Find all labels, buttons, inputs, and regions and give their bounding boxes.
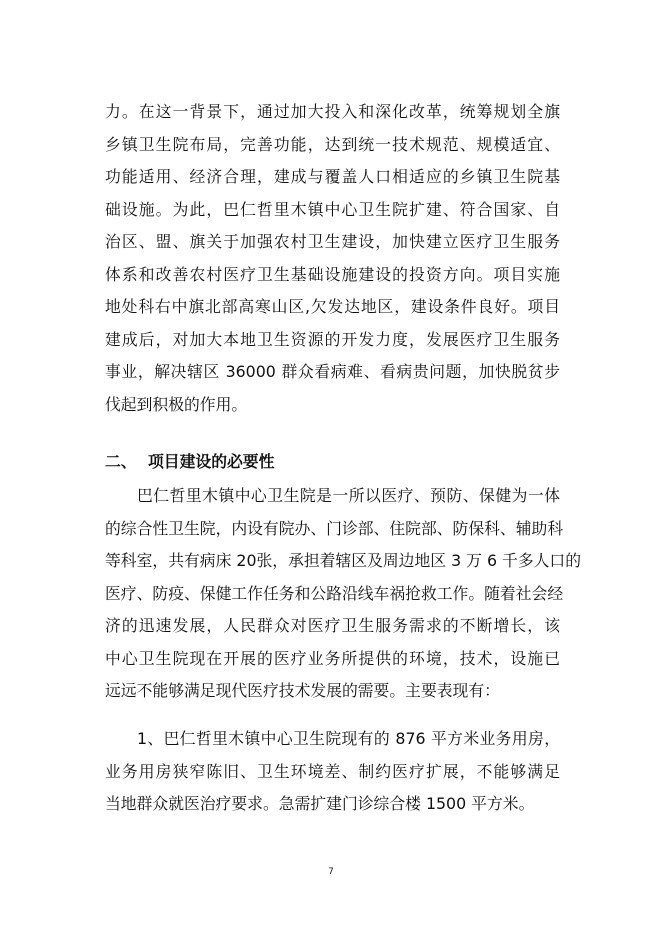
section-title: 项目建设的必要性	[148, 452, 275, 471]
text-line: 1、巴仁哲里木镇中心卫生院现有的 876 平方米业务用房，	[137, 729, 560, 748]
text-line: 功能适用、经济合理，建成与覆盖人口相适应的乡镇卫生院基	[105, 167, 560, 186]
text-line: 地处科右中旗北部高寒山区,欠发达地区，建设条件良好。项目	[105, 297, 560, 316]
text-line: 医疗、防疫、保健工作任务和公路沿线车祸抢救工作。随着社会经	[105, 583, 564, 603]
text-line: 伐起到积极的作用。	[105, 394, 248, 414]
text-line: 体系和改善农村医疗卫生基础设施建设的投资方向。项目实施	[105, 264, 560, 284]
paragraph-continuation	[105, 96, 560, 421]
section-number: 二、	[105, 452, 137, 471]
text-line: 业务用房狭窄陈旧、卫生环境差、制约医疗扩展，不能够满足	[105, 761, 560, 781]
text-line: 当地群众就医治疗要求。急需扩建门诊综合楼 1500 平方米。	[105, 794, 535, 813]
paragraph-item-1	[105, 723, 560, 821]
text-line: 事业，解决辖区 36000 群众看病难、看病贵问题，加快脱贫步	[105, 362, 560, 381]
text-line: 力。在这一背景下，通过加大投入和深化改革，统筹规划全旗	[105, 102, 560, 121]
text-line: 远远不能够满足现代医疗技术发展的需要。主要表现有：	[105, 681, 500, 700]
text-line: 础设施。为此，巴仁哲里木镇中心卫生院扩建、符合国家、自	[105, 199, 560, 219]
section-heading	[105, 446, 560, 478]
text-line: 治区、盟、旗关于加强农村卫生建设，加快建立医疗卫生服务	[105, 232, 560, 251]
text-line: 建成后，对加大本地卫生资源的开发力度，发展医疗卫生服务	[105, 329, 560, 349]
paragraph-necessity	[105, 480, 582, 708]
text-line: 等科室，共有病床 20张，承担着辖区及周边地区 3 万 6 千多人口的	[105, 551, 582, 570]
text-line: 巴仁哲里木镇中心卫生院是一所以医疗、预防、保健为一体	[137, 486, 560, 505]
page-number: 7	[328, 867, 334, 877]
text-line: 济的迅速发展，人民群众对医疗卫生服务需求的不断增长，该	[105, 616, 560, 635]
text-line: 中心卫生院现在开展的医疗业务所提供的环境，技术，设施已	[105, 648, 560, 668]
text-line: 乡镇卫生院布局，完善功能，达到统一技术规范、规模适宜、	[105, 134, 560, 154]
text-line: 的综合性卫生院，内设有院办、门诊部、住院部、防保科、辅助科	[105, 518, 564, 538]
